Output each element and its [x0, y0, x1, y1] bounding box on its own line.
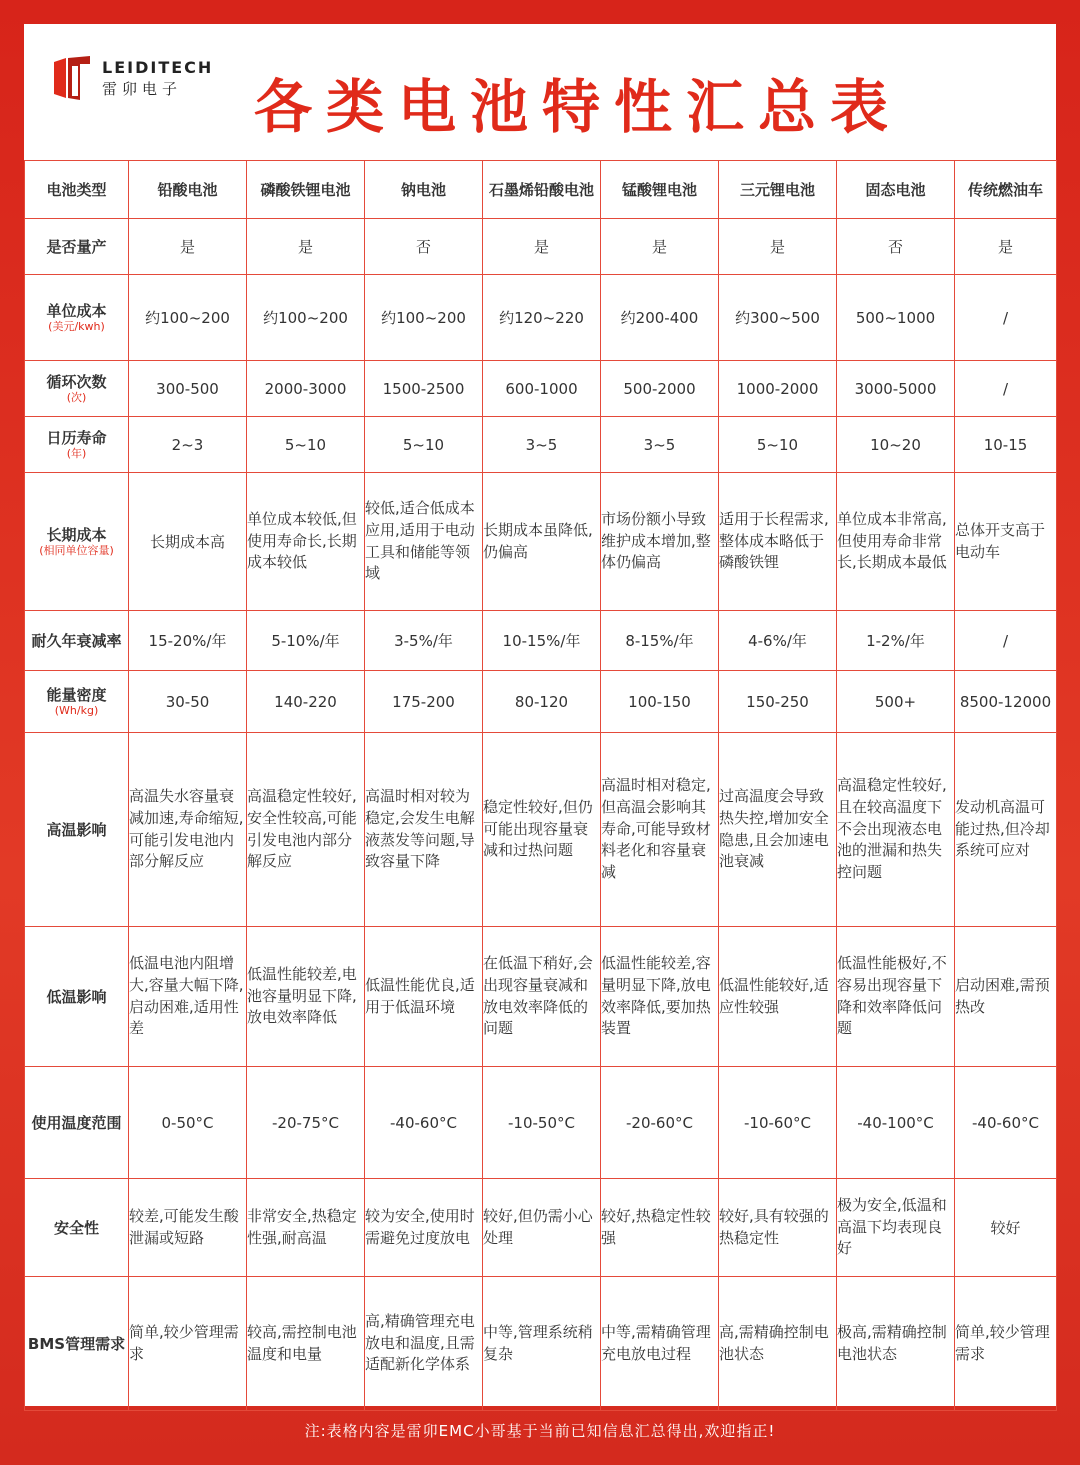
- table-cell: 150-250: [719, 671, 837, 733]
- table-row: [25, 611, 1057, 671]
- table-cell: 是: [955, 219, 1057, 275]
- table-cell: 4-6%/年: [719, 611, 837, 671]
- row-header: [25, 1179, 129, 1277]
- table-cell: 5~10: [719, 417, 837, 473]
- table-cell: 高,精确管理充电放电和温度,且需适配新化学体系: [365, 1277, 483, 1411]
- table-cell: 2~3: [129, 417, 247, 473]
- table-cell: 非常安全,热稳定性强,耐高温: [247, 1179, 365, 1277]
- column-header: 石墨烯铅酸电池: [483, 161, 601, 219]
- table-cell: 约100~200: [129, 275, 247, 361]
- table-cell: 0-50°C: [129, 1067, 247, 1179]
- table-row: [25, 733, 1057, 927]
- table-row: [25, 473, 1057, 611]
- table-cell: -20-60°C: [601, 1067, 719, 1179]
- row-header-label: 耐久年衰减率: [31, 631, 122, 650]
- table-cell: 175-200: [365, 671, 483, 733]
- table-row: [25, 671, 1057, 733]
- table-cell: 15-20%/年: [129, 611, 247, 671]
- row-header: [25, 927, 129, 1067]
- table-cell: 3000-5000: [837, 361, 955, 417]
- table-cell: 30-50: [129, 671, 247, 733]
- brand-name-cn: 雷卯电子: [102, 80, 183, 98]
- table-cell: 较高,需控制电池温度和电量: [247, 1277, 365, 1411]
- table-cell: 是: [719, 219, 837, 275]
- table-cell: 极高,需精确控制电池状态: [837, 1277, 955, 1411]
- table-cell: 5~10: [365, 417, 483, 473]
- table-row: [25, 1179, 1057, 1277]
- table-cell: 否: [837, 219, 955, 275]
- table-cell: 5-10%/年: [247, 611, 365, 671]
- table-cell: 发动机高温可能过热,但冷却系统可应对: [955, 733, 1057, 927]
- table-cell: 高,需精确控制电池状态: [719, 1277, 837, 1411]
- table-cell: 10-15: [955, 417, 1057, 473]
- table-row: [25, 927, 1057, 1067]
- row-header: [25, 1277, 129, 1411]
- row-header: [25, 361, 129, 417]
- column-header: 磷酸铁锂电池: [247, 161, 365, 219]
- table-row: [25, 361, 1057, 417]
- table-cell: 在低温下稍好,会出现容量衰减和放电效率降低的问题: [483, 927, 601, 1067]
- table-cell: 启动困难,需预热改: [955, 927, 1057, 1067]
- table-cell: 高温稳定性较好,安全性较高,可能引发电池内部分解反应: [247, 733, 365, 927]
- table-cell: 过高温度会导致热失控,增加安全隐患,且会加速电池衰减: [719, 733, 837, 927]
- table-cell: 单位成本非常高,但使用寿命非常长,长期成本最低: [837, 473, 955, 611]
- table-cell: -40-60°C: [365, 1067, 483, 1179]
- table-cell: 较低,适合低成本应用,适用于电动工具和储能等领域: [365, 473, 483, 611]
- table-cell: 较好,热稳定性较强: [601, 1179, 719, 1277]
- sheet: [24, 24, 1056, 1406]
- table-cell: 低温性能极好,不容易出现容量下降和效率降低问题: [837, 927, 955, 1067]
- row-header-label: 单位成本: [46, 301, 107, 320]
- table-cell: 10-15%/年: [483, 611, 601, 671]
- table-cell: 高温时相对较为稳定,会发生电解液蒸发等问题,导致容量下降: [365, 733, 483, 927]
- header: [24, 24, 1056, 160]
- row-header-label: 高温影响: [46, 820, 107, 839]
- table-row: [25, 417, 1057, 473]
- table-cell: /: [955, 611, 1057, 671]
- table-cell: 低温性能较好,适应性较强: [719, 927, 837, 1067]
- table-cell: 较好,具有较强的热稳定性: [719, 1179, 837, 1277]
- table-cell: 是: [483, 219, 601, 275]
- table-cell: 500-2000: [601, 361, 719, 417]
- table-cell: 适用于长程需求,整体成本略低于磷酸铁锂: [719, 473, 837, 611]
- row-header-label: 低温影响: [46, 987, 107, 1006]
- table-row: [25, 275, 1057, 361]
- row-header-label: 循环次数: [46, 372, 107, 391]
- table-cell: 较差,可能发生酸泄漏或短路: [129, 1179, 247, 1277]
- header-row: [25, 161, 1057, 219]
- table-cell: 中等,管理系统稍复杂: [483, 1277, 601, 1411]
- table-cell: 稳定性较好,但仍可能出现容量衰减和过热问题: [483, 733, 601, 927]
- row-header-label: 使用温度范围: [31, 1113, 122, 1132]
- column-header: 铅酸电池: [129, 161, 247, 219]
- table-cell: 高温时相对稳定,但高温会影响其寿命,可能导致材料老化和容量衰减: [601, 733, 719, 927]
- table-cell: 长期成本虽降低,仍偏高: [483, 473, 601, 611]
- brand-name-en: LEIDITECH: [102, 58, 214, 77]
- table-cell: 较为安全,使用时需避免过度放电: [365, 1179, 483, 1277]
- table-cell: 100-150: [601, 671, 719, 733]
- table-cell: -10-60°C: [719, 1067, 837, 1179]
- table-cell: 低温性能较差,容量明显下降,放电效率降低,要加热装置: [601, 927, 719, 1067]
- table-cell: 低温性能较差,电池容量明显下降,放电效率降低: [247, 927, 365, 1067]
- column-header: 钠电池: [365, 161, 483, 219]
- table-cell: 约300~500: [719, 275, 837, 361]
- footer-note: 注:表格内容是雷卯EMC小哥基于当前已知信息汇总得出,欢迎指正!: [304, 1422, 776, 1440]
- table-cell: /: [955, 361, 1057, 417]
- table-cell: 约200-400: [601, 275, 719, 361]
- table-cell: 长期成本高: [129, 473, 247, 611]
- table-cell: 是: [129, 219, 247, 275]
- column-header: 三元锂电池: [719, 161, 837, 219]
- table-cell: 简单,较少管理需求: [129, 1277, 247, 1411]
- table-cell: 简单,较少管理需求: [955, 1277, 1057, 1411]
- table-cell: 低温电池内阻增大,容量大幅下降,启动困难,适用性差: [129, 927, 247, 1067]
- table-cell: 高温失水容量衰减加速,寿命缩短,可能引发电池内部分解反应: [129, 733, 247, 927]
- table-cell: 高温稳定性较好,且在较高温度下不会出现液态电池的泄漏和热失控问题: [837, 733, 955, 927]
- table-cell: 3-5%/年: [365, 611, 483, 671]
- table-row: [25, 1277, 1057, 1411]
- table-cell: 约120~220: [483, 275, 601, 361]
- table-row: [25, 1067, 1057, 1179]
- table-cell: 约100~200: [365, 275, 483, 361]
- row-header: [25, 275, 129, 361]
- battery-comparison-table: [24, 160, 1057, 1411]
- table-cell: 500~1000: [837, 275, 955, 361]
- table-cell: 市场份额小导致维护成本增加,整体仍偏高: [601, 473, 719, 611]
- table-cell: 8500-12000: [955, 671, 1057, 733]
- row-header-label: 日历寿命: [46, 428, 107, 447]
- row-header-label: 长期成本: [46, 525, 107, 544]
- table-cell: 1000-2000: [719, 361, 837, 417]
- leiditech-logo-icon: [52, 54, 92, 102]
- table-cell: 否: [365, 219, 483, 275]
- row-header: [25, 611, 129, 671]
- row-header-unit: (次): [66, 390, 87, 404]
- table-cell: 600-1000: [483, 361, 601, 417]
- table-cell: 5~10: [247, 417, 365, 473]
- table-cell: 10~20: [837, 417, 955, 473]
- row-header: [25, 671, 129, 733]
- table-cell: -40-100°C: [837, 1067, 955, 1179]
- row-header-label: 是否量产: [46, 237, 107, 256]
- table-cell: 是: [601, 219, 719, 275]
- table-cell: 总体开支高于电动车: [955, 473, 1057, 611]
- table-cell: 1500-2500: [365, 361, 483, 417]
- table-cell: /: [955, 275, 1057, 361]
- table-cell: 3~5: [601, 417, 719, 473]
- table-cell: -20-75°C: [247, 1067, 365, 1179]
- table-cell: 单位成本较低,但使用寿命长,长期成本较低: [247, 473, 365, 611]
- table-cell: 中等,需精确管理充电放电过程: [601, 1277, 719, 1411]
- row-header-label: 能量密度: [46, 685, 107, 704]
- table-cell: 极为安全,低温和高温下均表现良好: [837, 1179, 955, 1277]
- table-cell: 较好: [955, 1179, 1057, 1277]
- table-cell: 80-120: [483, 671, 601, 733]
- corner-header: 电池类型: [25, 161, 129, 219]
- row-header-unit: (年): [66, 446, 87, 460]
- row-header-unit: (美元/kwh): [48, 319, 105, 333]
- table-cell: 500+: [837, 671, 955, 733]
- table-cell: 2000-3000: [247, 361, 365, 417]
- row-header: [25, 733, 129, 927]
- table-cell: 140-220: [247, 671, 365, 733]
- row-header: [25, 473, 129, 611]
- table-cell: 3~5: [483, 417, 601, 473]
- column-header: 传统燃油车: [955, 161, 1057, 219]
- row-header: [25, 417, 129, 473]
- table-cell: 300-500: [129, 361, 247, 417]
- row-header-unit: (相同单位容量): [39, 543, 114, 557]
- table-cell: 是: [247, 219, 365, 275]
- row-header-label: BMS管理需求: [27, 1334, 126, 1353]
- row-header: [25, 1067, 129, 1179]
- page-title: 各类电池特性汇总表: [254, 73, 903, 141]
- table-cell: -10-50°C: [483, 1067, 601, 1179]
- table-cell: 8-15%/年: [601, 611, 719, 671]
- row-header-label: 安全性: [53, 1218, 99, 1237]
- table-cell: 约100~200: [247, 275, 365, 361]
- column-header: 锰酸锂电池: [601, 161, 719, 219]
- table-row: [25, 219, 1057, 275]
- column-header: 固态电池: [837, 161, 955, 219]
- table-cell: 较好,但仍需小心处理: [483, 1179, 601, 1277]
- row-header-unit: (Wh/kg): [54, 703, 99, 717]
- table-cell: 1-2%/年: [837, 611, 955, 671]
- table-cell: -40-60°C: [955, 1067, 1057, 1179]
- row-header: [25, 219, 129, 275]
- table-cell: 低温性能优良,适用于低温环境: [365, 927, 483, 1067]
